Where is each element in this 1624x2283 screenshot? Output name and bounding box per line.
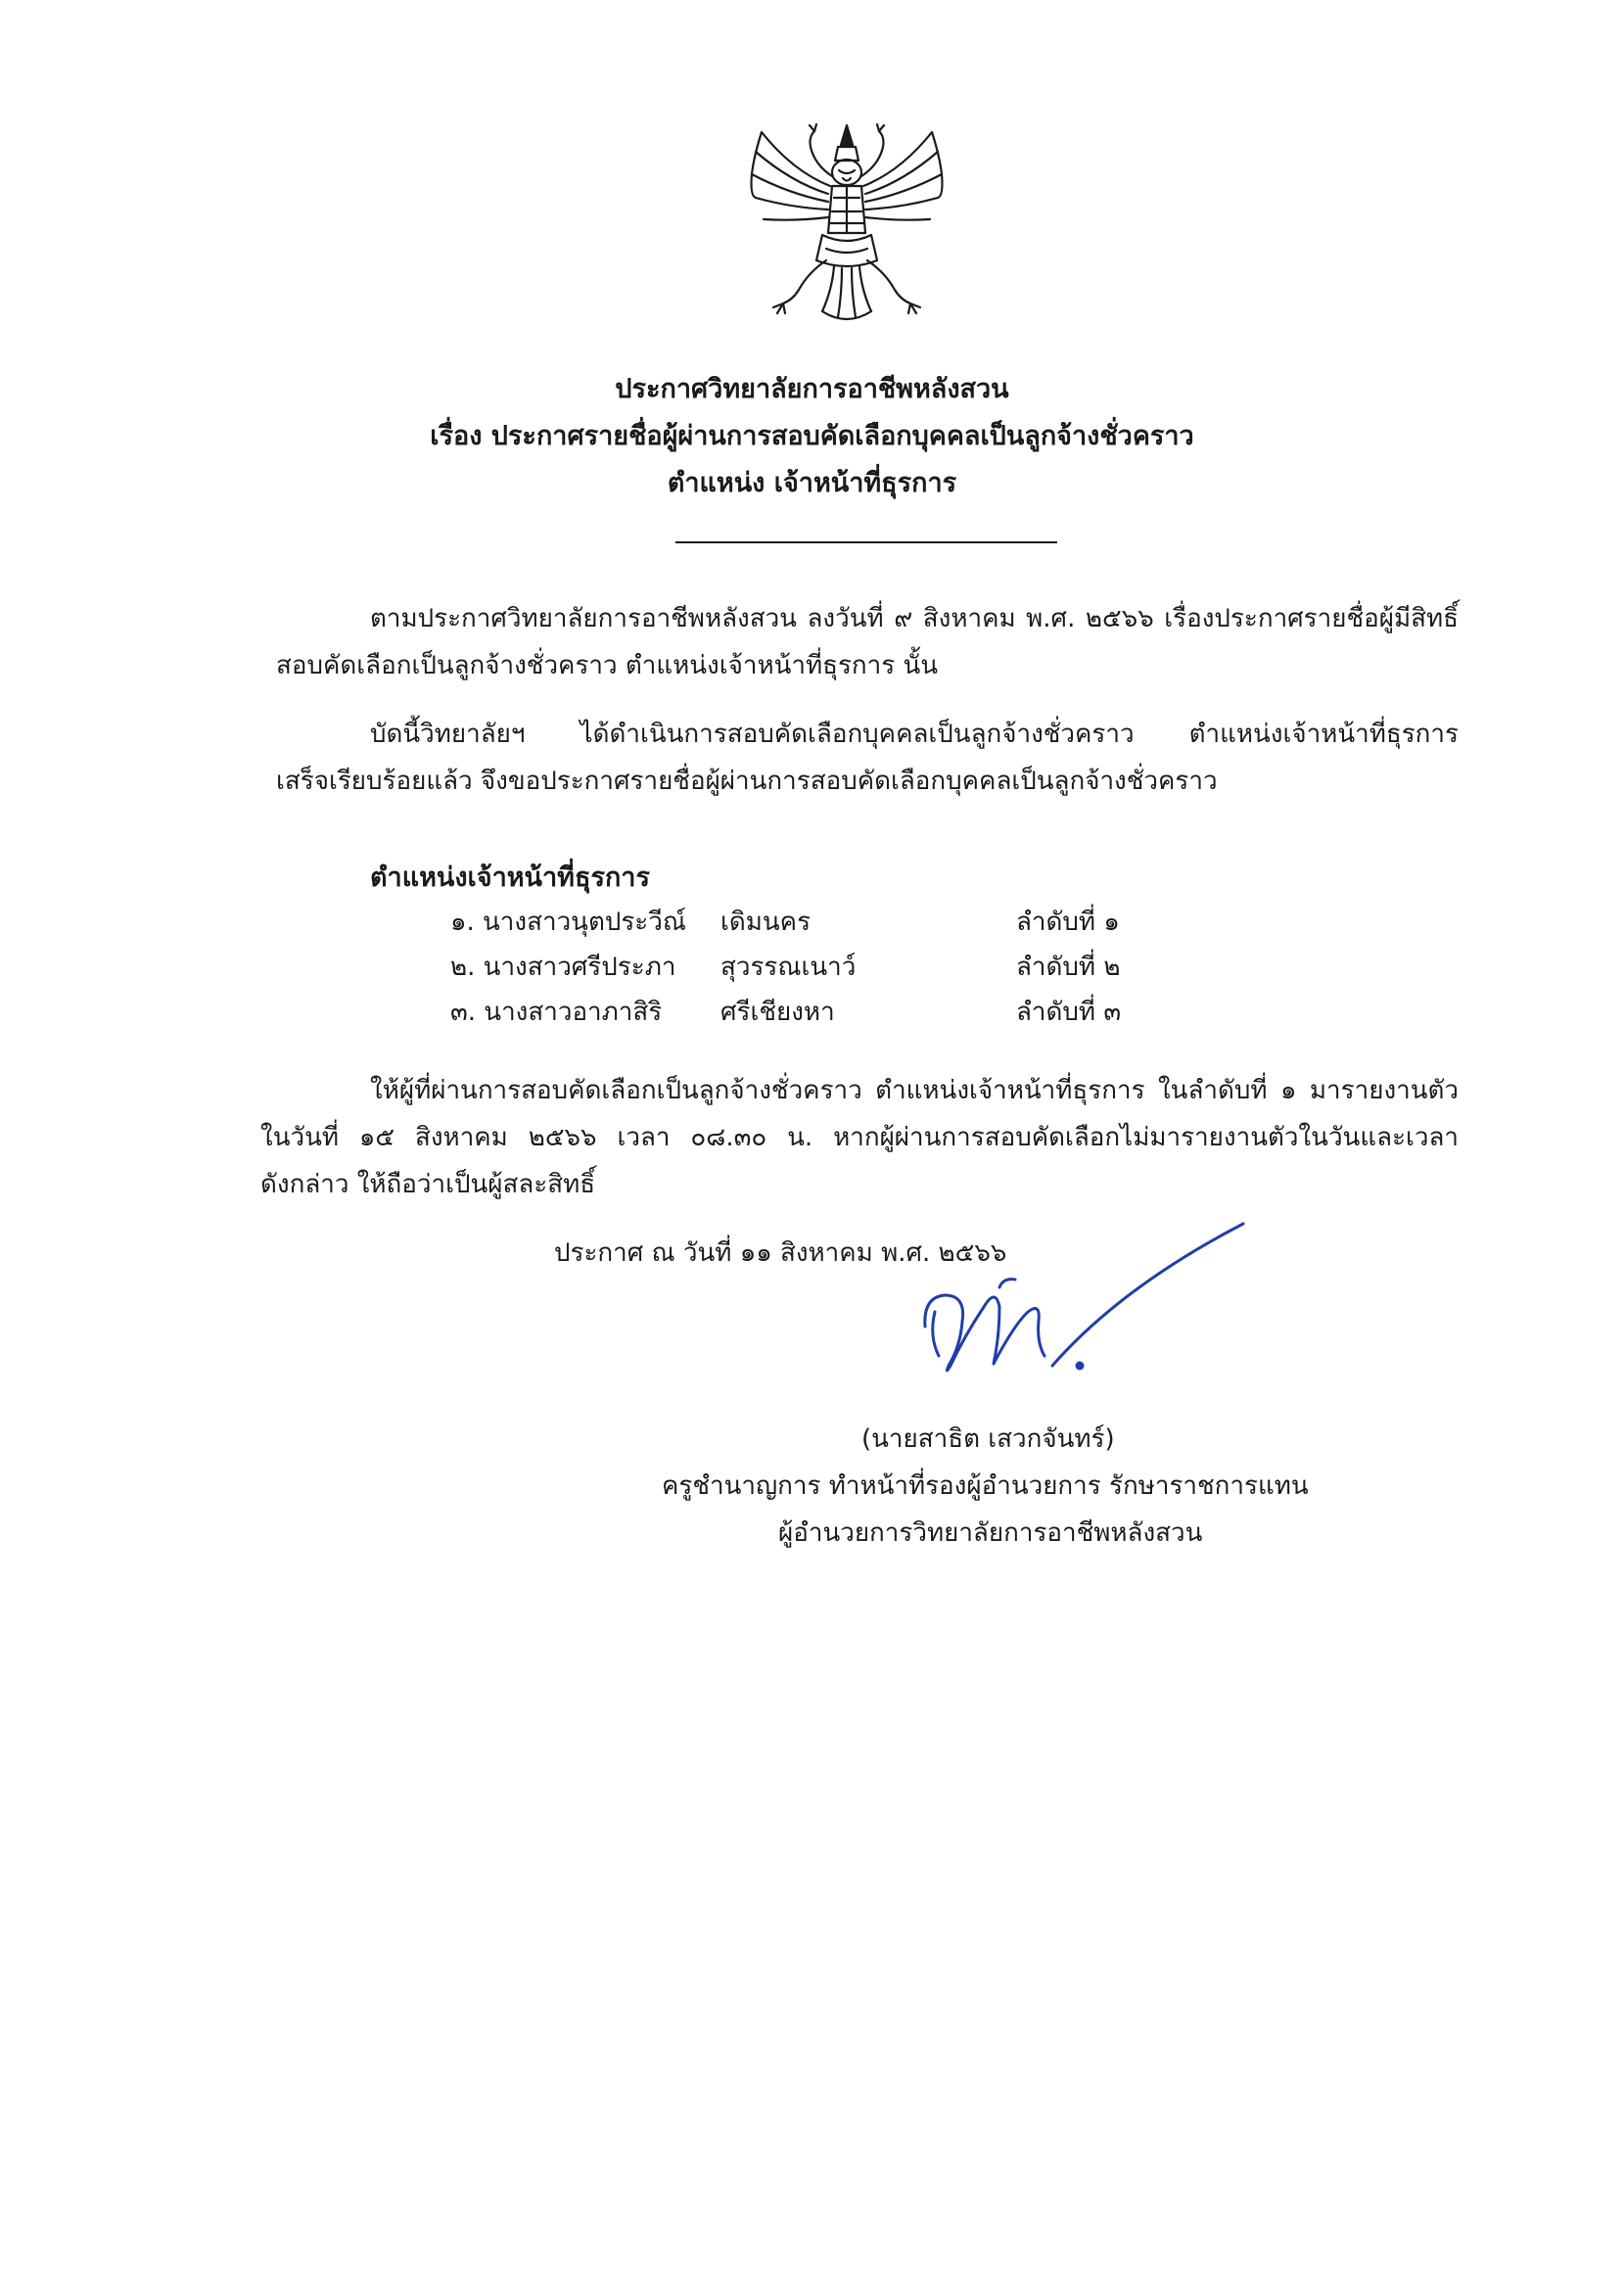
candidate-rank: ลำดับที่ ๓ (1016, 998, 1122, 1027)
candidate-first-name: ๒. นางสาวศรีประภา (450, 953, 676, 982)
paragraph-3-line-3: ดังกล่าว ให้ถือว่าเป็นผู้สละสิทธิ์ (260, 1170, 596, 1199)
paragraph-3-line-2: ในวันที่ ๑๕ สิงหาคม ๒๕๖๖ เวลา ๐๘.๓๐ น. หากผู้ผ่านการสอบคัดเลือกไม่มารายงานตัวในวันและเวลา (260, 1123, 1459, 1152)
signatory-name: (นายสาธิต เสวกจันทร์) (861, 1424, 1115, 1454)
handwritten-signature (905, 1219, 1258, 1395)
title-divider (675, 541, 1057, 543)
announcement-position: ตำแหน่ง เจ้าหน้าที่ธุรการ (667, 468, 957, 498)
announcement-title: ประกาศวิทยาลัยการอาชีพหลังสวน (615, 374, 1009, 404)
candidate-row (0, 991, 1624, 1034)
announcement-date: ประกาศ ณ วันที่ ๑๑ สิงหาคม พ.ศ. ๒๕๖๖ (554, 1238, 1007, 1268)
signatory-title-line-2: ผู้อำนวยการวิทยาลัยการอาชีพหลังสวน (778, 1518, 1203, 1548)
garuda-emblem-icon (744, 117, 950, 328)
candidate-row (0, 946, 1624, 989)
section-title: ตำแหน่งเจ้าหน้าที่ธุรการ (370, 862, 650, 893)
candidate-last-name: สุวรรณเนาว์ (720, 953, 857, 982)
candidate-last-name: ศรีเชียงหา (720, 998, 835, 1027)
candidate-rank: ลำดับที่ ๑ (1016, 908, 1120, 937)
announcement-subject: เรื่อง ประกาศรายชื่อผู้ผ่านการสอบคัดเลือกบุคคลเป็นลูกจ้างชั่วคราว (430, 421, 1194, 451)
paragraph-1-line-2: สอบคัดเลือกเป็นลูกจ้างชั่วคราว ตำแหน่งเจ้าหน้าที่ธุรการ นั้น (276, 651, 939, 680)
candidate-first-name: ๓. นางสาวอาภาสิริ (450, 998, 663, 1027)
candidate-last-name: เดิมนคร (720, 908, 812, 937)
signatory-title-line-1: ครูชำนาญการ ทำหน้าที่รองผู้อำนวยการ รักษาราชการแทน (662, 1471, 1309, 1501)
paragraph-2-line-2: เสร็จเรียบร้อยแล้ว จึงขอประกาศรายชื่อผู้ผ่านการสอบคัดเลือกบุคคลเป็นลูกจ้างชั่วคราว (276, 767, 1218, 796)
candidate-row (0, 901, 1624, 944)
paragraph-1-line-1: ตามประกาศวิทยาลัยการอาชีพหลังสวน ลงวันที่ ๙ สิงหาคม พ.ศ. ๒๕๖๖ เรื่องประกาศรายชื่อผู้มีสิทธิ์ (370, 604, 1459, 633)
paragraph-2-line-1: บัดนี้วิทยาลัยฯ ได้ดำเนินการสอบคัดเลือกบุคคลเป็นลูกจ้างชั่วคราว ตำแหน่งเจ้าหน้าที่ธุรการ (370, 720, 1459, 749)
candidate-rank: ลำดับที่ ๒ (1016, 953, 1121, 982)
candidate-first-name: ๑. นางสาวนุตประวีณ์ (450, 908, 686, 937)
paragraph-3-line-1: ให้ผู้ที่ผ่านการสอบคัดเลือกเป็นลูกจ้างชั่วคราว ตำแหน่งเจ้าหน้าที่ธุรการ ในลำดับที่ ๑ มารายงานตัว (370, 1076, 1459, 1105)
